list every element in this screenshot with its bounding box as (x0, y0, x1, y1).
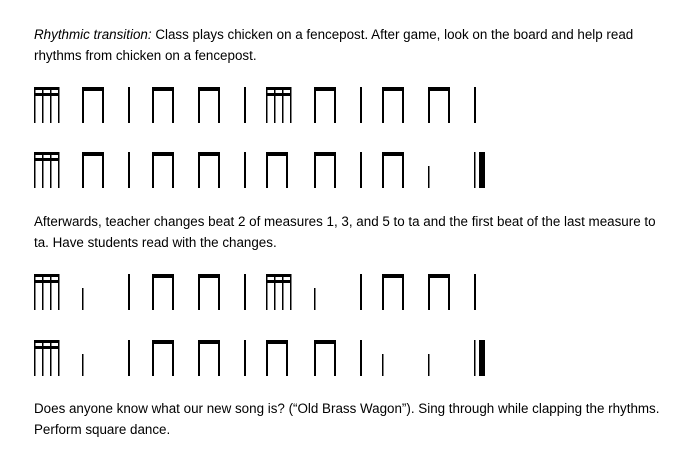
titi-note (266, 152, 288, 188)
titi-note (382, 87, 404, 123)
titi-note (82, 152, 104, 188)
rhythm-notation-original-line-2 (0, 150, 680, 190)
titi-note (152, 274, 174, 310)
ta-note (428, 166, 430, 188)
intro-paragraph (34, 24, 664, 66)
tikatika-note (266, 87, 292, 123)
tikatika-note (34, 152, 60, 188)
ta-note (82, 288, 84, 310)
bar-line (244, 87, 246, 123)
titi-note (198, 274, 220, 310)
bar-line (128, 340, 130, 376)
bar-line (128, 274, 130, 310)
rhythm-notation-changed-line-2 (0, 338, 680, 378)
tikatika-note (266, 274, 292, 310)
rhythm-notation-original-line-1 (0, 85, 680, 125)
titi-note (382, 152, 404, 188)
bar-line (360, 340, 362, 376)
titi-note (198, 340, 220, 376)
change-paragraph: Afterwards, teacher changes beat 2 of measures 1, 3, and 5 to ta and the first beat of the last measure to ta. Have students read with the changes. (34, 214, 656, 250)
titi-note (314, 340, 336, 376)
final-bar-line (474, 340, 485, 376)
bar-line (128, 152, 130, 188)
titi-note (266, 340, 288, 376)
bar-line (474, 274, 476, 310)
bar-line (360, 274, 362, 310)
rhythm-notation-changed-line-1 (0, 272, 680, 312)
titi-note (314, 87, 336, 123)
rhythm-line-original-2 (0, 150, 680, 190)
titi-note (382, 274, 404, 310)
tikatika-note (34, 274, 60, 310)
rhythm-line-original-1 (0, 85, 680, 125)
titi-note (152, 152, 174, 188)
titi-note (82, 87, 104, 123)
bar-line (360, 152, 362, 188)
ta-note (382, 354, 384, 376)
titi-note (428, 274, 450, 310)
titi-note (428, 87, 450, 123)
rhythm-line-changed-2 (0, 338, 680, 378)
titi-note (152, 340, 174, 376)
tikatika-note (34, 87, 60, 123)
ta-note (314, 288, 316, 310)
titi-note (152, 87, 174, 123)
titi-note (314, 152, 336, 188)
final-bar-line (474, 152, 485, 188)
bar-line (244, 152, 246, 188)
bar-line (244, 274, 246, 310)
titi-note (198, 87, 220, 123)
ta-note (428, 354, 430, 376)
intro-text: Class plays chicken on a fencepost. After game, look on the board and help read rhythms from chicken on a fencepost. (34, 27, 634, 63)
ta-note (82, 354, 84, 376)
bar-line (128, 87, 130, 123)
bar-line (360, 87, 362, 123)
closing-paragraph: Does anyone know what our new song is? (“Old Brass Wagon”). Sing through while clapping the rhythms. Perform square dance. (34, 401, 660, 437)
intro-label: Rhythmic transition: (34, 27, 152, 42)
titi-note (198, 152, 220, 188)
rhythm-line-changed-1 (0, 272, 680, 312)
tikatika-note (34, 340, 60, 376)
bar-line (474, 87, 476, 123)
bar-line (244, 340, 246, 376)
